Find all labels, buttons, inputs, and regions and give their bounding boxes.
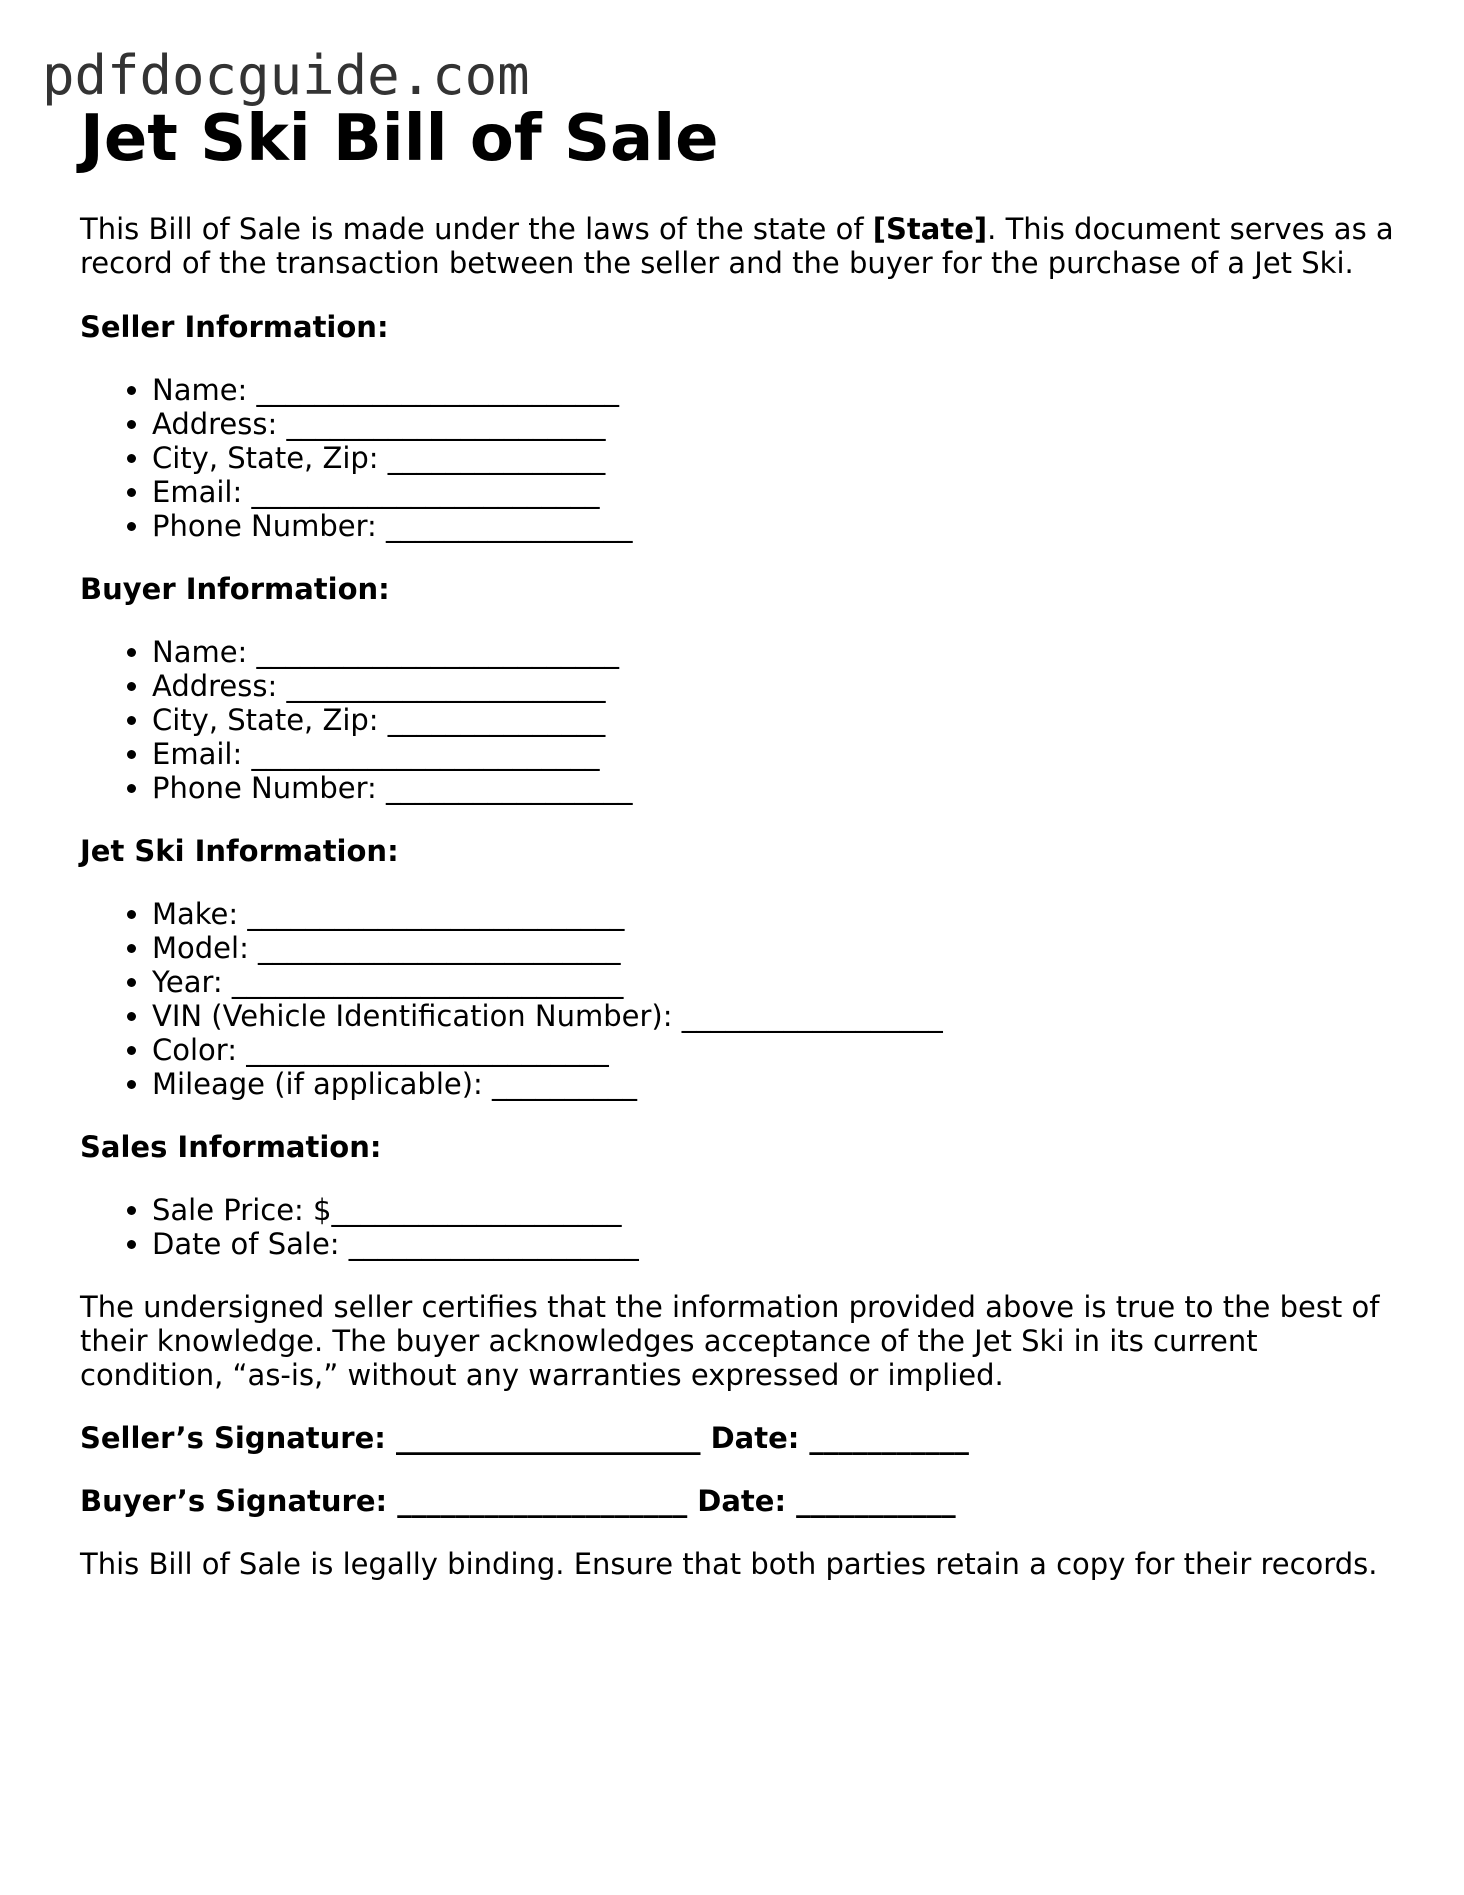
watermark: pdfdocguide.com (42, 44, 530, 107)
jetski-fields (80, 897, 1400, 1101)
intro-text-end: . This document serves as a record of the transaction between the seller and the buyer for the purchase of a Jet Ski. (80, 212, 1394, 280)
document-body (80, 212, 1400, 1581)
buyer-address-field: • Address: ______________________ (152, 669, 1400, 703)
buyer-phone-field: • Phone Number: _________________ (152, 771, 1400, 805)
seller-city-field: • City, State, Zip: _______________ (152, 441, 1400, 475)
seller-phone-field: • Phone Number: _________________ (152, 509, 1400, 543)
intro-paragraph (80, 212, 1400, 280)
seller-signature-line: Seller’s Signature: _____________________ Date: ___________ (80, 1421, 969, 1455)
footer-note: This Bill of Sale is legally binding. Ensure that both parties retain a copy for their records. (80, 1547, 1378, 1581)
buyer-fields (80, 635, 1400, 805)
jetski-vin-field: • VIN (Vehicle Identification Number): __________________ (152, 999, 1400, 1033)
jetski-year-field: • Year: ___________________________ (152, 965, 1400, 999)
sale-date-field: • Date of Sale: ____________________ (152, 1227, 1400, 1261)
certification-paragraph: The undersigned seller certifies that the information provided above is true to the best of their knowledge. The buyer acknowledges acceptance of the Jet Ski in its current condition, “as-is,” without any warranties expressed or implied. (80, 1290, 1380, 1392)
buyer-email-field: • Email: ________________________ (152, 737, 1400, 771)
buyer-signature-line: Buyer’s Signature: ____________________ Date: ___________ (80, 1484, 956, 1518)
jetski-model-field: • Model: _________________________ (152, 931, 1400, 965)
jetski-make-field: • Make: __________________________ (152, 897, 1400, 931)
jetski-color-field: • Color: _________________________ (152, 1033, 1400, 1067)
intro-text-start: This Bill of Sale is made under the laws of the state of (80, 212, 873, 246)
buyer-heading: Buyer Information: (80, 572, 390, 606)
buyer-name-field: • Name: _________________________ (152, 635, 1400, 669)
jetski-heading: Jet Ski Information: (80, 834, 399, 868)
seller-fields (80, 373, 1400, 543)
sales-fields (80, 1193, 1400, 1261)
seller-name-field: • Name: _________________________ (152, 373, 1400, 407)
seller-email-field: • Email: ________________________ (152, 475, 1400, 509)
page-title: Jet Ski Bill of Sale (80, 102, 719, 176)
seller-address-field: • Address: ______________________ (152, 407, 1400, 441)
buyer-city-field: • City, State, Zip: _______________ (152, 703, 1400, 737)
seller-heading: Seller Information: (80, 310, 389, 344)
jetski-mileage-field: • Mileage (if applicable): __________ (152, 1067, 1400, 1101)
state-placeholder: [State] (872, 212, 988, 246)
sales-heading: Sales Information: (80, 1130, 382, 1164)
sale-price-field: • Sale Price: $____________________ (152, 1193, 1400, 1227)
